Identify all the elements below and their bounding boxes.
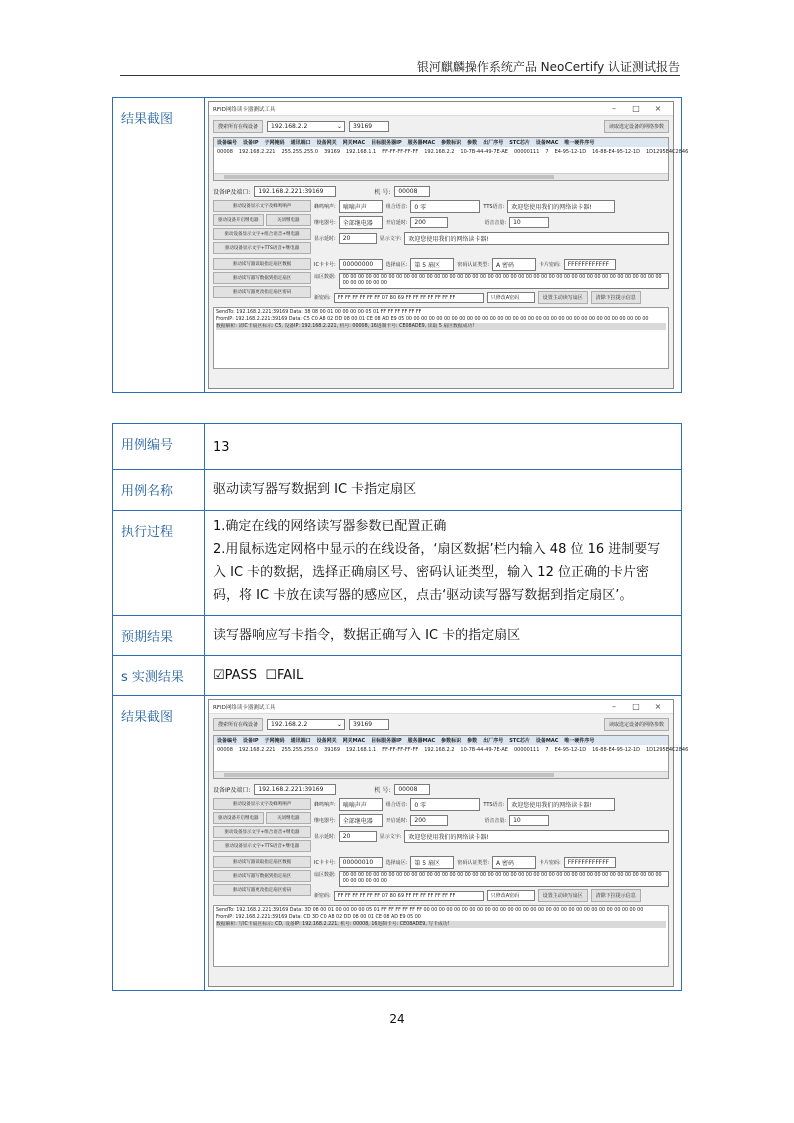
grid-column-header[interactable]: 设备IP bbox=[243, 738, 259, 744]
grid-column-header[interactable]: 参数标识 bbox=[441, 140, 462, 146]
command-buttons bbox=[213, 200, 311, 254]
procedure-label: 执行过程 bbox=[113, 511, 205, 616]
display-time-label: 显示延时: bbox=[314, 834, 336, 840]
minimize-icon[interactable]: – bbox=[612, 104, 616, 113]
grid-column-header[interactable]: 设备网关 bbox=[316, 738, 337, 744]
card-no-input[interactable]: 00000000 bbox=[339, 259, 383, 270]
chevron-down-icon: ⌄ bbox=[336, 721, 343, 728]
grid-column-header[interactable]: 目标服务器IP bbox=[371, 738, 402, 744]
open-relay-button[interactable]: 驱动设备开启继电器 bbox=[213, 214, 264, 226]
sector-data-input[interactable]: 00 00 00 00 00 00 00 00 00 00 00 00 00 00 00 00 00 00 00 00 00 00 00 00 00 00 00 00 00 00 00 00 00 00 00 00 00 00 00 00 00 00 00 00 00 00 00 00 bbox=[339, 871, 669, 887]
screenshot-cell-2 bbox=[205, 696, 689, 991]
machine-input[interactable]: 00008 bbox=[394, 186, 430, 197]
log-send-line: SendTo: 192.168.2.221:39169 Data: 38 08 00 01 00 00 00 00 05 01 FF FF FF FF FF FF bbox=[216, 310, 422, 315]
grid-column-header[interactable]: 子网掩码 bbox=[264, 738, 285, 744]
ip-combo[interactable]: 192.168.2.2 ⌄ bbox=[267, 121, 345, 132]
ip-port-input[interactable]: 192.168.2.221:39169 bbox=[254, 186, 336, 197]
relay-label: 继电器号: bbox=[314, 220, 336, 226]
card-pwd-input[interactable]: FFFFFFFFFFFF bbox=[564, 857, 616, 868]
change-password-button[interactable]: 驱动读写器更改指定扇区密码 bbox=[213, 286, 311, 298]
grid-column-header[interactable]: 设备编号 bbox=[217, 140, 238, 146]
grid-column-header[interactable]: 唯一硬件序号 bbox=[564, 738, 595, 744]
grid-cell: 10-7B-44-49-7E-AE bbox=[460, 149, 508, 155]
chevron-down-icon: ⌄ bbox=[336, 123, 343, 130]
voice-select[interactable]: 0 零 bbox=[410, 798, 480, 811]
grid-cell: 00000111 bbox=[513, 149, 540, 155]
procedure-step-1: 1.确定在线的网络读写器参数已配置正确 bbox=[213, 519, 447, 534]
read-params-button[interactable]: 读取选定设备的网络参数 bbox=[604, 120, 669, 133]
sector-select[interactable]: 第 5 扇区 bbox=[410, 258, 454, 271]
card-pwd-label: 卡片密码: bbox=[539, 262, 561, 268]
grid-cell: 00000111 bbox=[513, 747, 540, 753]
ic-buttons bbox=[213, 258, 311, 304]
close-relay-button[interactable]: 关闭继电器 bbox=[266, 214, 312, 226]
grid-cell: 192.168.1.1 bbox=[346, 747, 377, 753]
grid-column-header[interactable]: 子网掩码 bbox=[264, 140, 285, 146]
open-delay-label: 开启延时: bbox=[385, 818, 408, 824]
result-label: 结果截图 bbox=[113, 98, 205, 393]
clear-tip-button[interactable]: 清除下拉提示信息 bbox=[591, 889, 641, 902]
card-no-label: IC卡卡号: bbox=[314, 262, 336, 268]
display-beep-button[interactable]: 驱动设备显示文字及蜂鸣响声 bbox=[213, 200, 311, 212]
procedure-value bbox=[205, 511, 682, 616]
grid-cell: 7 bbox=[545, 149, 549, 155]
case-name-label: 用例名称 bbox=[113, 470, 205, 511]
grid-column-header[interactable]: 参数 bbox=[467, 738, 478, 744]
read-sector-button[interactable]: 驱动读写器读取指定扇区数据 bbox=[213, 258, 311, 270]
page-header: 银河麒麟操作系统产品 NeoCertify 认证测试报告 bbox=[416, 60, 680, 74]
display-text-label: 显示文字: bbox=[379, 834, 402, 840]
grid-cell: 7 bbox=[545, 747, 549, 753]
machine-label: 机 号: bbox=[374, 787, 391, 794]
open-delay-label: 开启延时: bbox=[385, 220, 408, 226]
display-beep-button[interactable]: 驱动设备显示文字及蜂鸣响声 bbox=[213, 798, 311, 810]
device-grid[interactable] bbox=[213, 137, 689, 181]
grid-column-header[interactable]: 设备MAC bbox=[535, 140, 559, 146]
actual-value bbox=[205, 656, 682, 696]
new-pwd-label: 新密码: bbox=[314, 295, 331, 301]
ip-port-label: 设备IP及端口: bbox=[213, 787, 251, 794]
active-read-button[interactable]: 设置主动读写扇区 bbox=[538, 291, 588, 304]
card-pwd-label: 卡片密码: bbox=[539, 860, 561, 866]
grid-column-header[interactable]: 出厂序号 bbox=[483, 140, 504, 146]
ip-port-input[interactable]: 192.168.2.221:39169 bbox=[254, 784, 336, 795]
card-no-input[interactable]: 00000010 bbox=[339, 857, 383, 868]
case-name-value: 驱动读写器写数据到 IC 卡指定扇区 bbox=[205, 470, 682, 511]
sector-select[interactable]: 第 5 扇区 bbox=[410, 856, 454, 869]
page-number: 24 bbox=[389, 1012, 405, 1026]
write-sector-button[interactable]: 驱动读写器写数据到指定扇区 bbox=[213, 870, 311, 882]
relay-label: 继电器号: bbox=[314, 818, 336, 824]
relay-select[interactable]: 全部继电器 bbox=[339, 814, 383, 827]
shot-label: 结果截图 bbox=[113, 696, 205, 991]
grid-column-header[interactable]: 通讯端口 bbox=[290, 738, 311, 744]
title-bar bbox=[209, 700, 673, 714]
grid-cell: E4-95-12-1D bbox=[554, 149, 587, 155]
grid-cell: 39169 bbox=[324, 747, 340, 753]
grid-cell: 192.168.2.2 bbox=[424, 747, 455, 753]
new-pwd-input[interactable]: FF FF FF FF FF FF 07 80 69 FF FF FF FF FF FF FF bbox=[334, 891, 484, 901]
tts-input[interactable]: 欢迎您使用我们的网络读卡器! bbox=[507, 200, 615, 213]
horizontal-scrollbar[interactable] bbox=[214, 771, 668, 778]
new-pwd-input[interactable]: FF FF FF FF FF FF 07 80 69 FF FF FF FF FF FF FF bbox=[334, 293, 484, 303]
command-buttons bbox=[213, 798, 311, 852]
grid-cell: 192.168.1.1 bbox=[346, 149, 377, 155]
display-time-label: 显示延时: bbox=[314, 236, 336, 242]
tts-label: TTS语音: bbox=[483, 204, 505, 210]
minimize-icon[interactable]: – bbox=[612, 702, 616, 711]
display-time-stepper[interactable]: 20 bbox=[339, 831, 377, 842]
data-label: 扇区数据: bbox=[314, 274, 336, 280]
volume-label: 语音音量: bbox=[484, 818, 507, 824]
auth-label: 密码认证类型: bbox=[457, 860, 490, 866]
actual-label: s 实测结果 bbox=[113, 656, 205, 696]
grid-column-header[interactable]: 服务器MAC bbox=[407, 738, 436, 744]
grid-column-header[interactable]: 设备MAC bbox=[535, 738, 559, 744]
grid-cell: 39169 bbox=[324, 149, 340, 155]
grid-column-header[interactable]: 网关MAC bbox=[342, 738, 366, 744]
log-send-line: SendTo: 192.168.2.221:39169 Data: 3D 08 00 01 00 00 00 00 05 01 FF FF FF FF FF FF 00 00 00 00 00 00 00 00 00 00 00 00 00 00 00 00 00 00 00 00 00 00 00 00 00 00 00 00 00 bbox=[216, 908, 644, 913]
grid-column-header[interactable]: STC芯片 bbox=[509, 140, 530, 146]
result-table-top bbox=[112, 97, 689, 393]
beep-select[interactable]: 嘀嘀声声 bbox=[339, 798, 383, 811]
grid-column-header[interactable]: 目标服务器IP bbox=[371, 140, 402, 146]
open-delay-stepper[interactable]: 200 bbox=[410, 815, 448, 826]
new-pwd-label: 新密码: bbox=[314, 893, 331, 899]
ip-combo[interactable]: 192.168.2.2 ⌄ bbox=[267, 719, 345, 730]
grid-cell: 255.255.255.0 bbox=[281, 149, 319, 155]
pass-checkbox: ☑PASS bbox=[213, 668, 258, 683]
app-window-1 bbox=[208, 101, 689, 389]
ic-buttons bbox=[213, 856, 311, 902]
close-relay-button[interactable]: 关闭继电器 bbox=[266, 812, 312, 824]
grid-cell: 00008 bbox=[217, 149, 233, 155]
log-from-line: FromIP: 192.168.2.221:39169 Data: C5 C0 A8 02 DD 08 00 01 CE 08 AD E9 05 00 00 00 00 00 00 00 00 00 00 00 00 00 00 00 00 00 00 00 00 00 00 00 00 00 00 00 00 00 00 00 00 bbox=[216, 317, 649, 322]
window-title: RFID网络读卡器测试工具 bbox=[213, 106, 276, 113]
auth-select[interactable]: A 密码 bbox=[492, 258, 536, 271]
grid-cell: FF-FF-FF-FF-FF bbox=[382, 747, 419, 753]
ip-port-label: 设备IP及端口: bbox=[213, 189, 251, 196]
grid-cell: 16-88-E4-95-12-1D bbox=[592, 149, 640, 155]
screenshot-cell bbox=[205, 98, 689, 393]
grid-column-header[interactable]: 设备IP bbox=[243, 140, 259, 146]
grid-column-header[interactable]: 网关MAC bbox=[342, 140, 366, 146]
write-sector-button[interactable]: 驱动读写器写数据到指定扇区 bbox=[213, 272, 311, 284]
voice-select[interactable]: 0 零 bbox=[410, 200, 480, 213]
machine-label: 机 号: bbox=[374, 189, 391, 196]
card-no-label: IC卡卡号: bbox=[314, 860, 336, 866]
change-password-button[interactable]: 驱动读写器更改指定扇区密码 bbox=[213, 884, 311, 896]
port-input[interactable]: 39169 bbox=[349, 121, 389, 132]
volume-stepper[interactable]: 10 bbox=[509, 815, 549, 826]
case-id-label: 用例编号 bbox=[113, 424, 205, 470]
grid-cell: 255.255.255.0 bbox=[281, 747, 319, 753]
grid-column-header[interactable]: 通讯端口 bbox=[290, 140, 311, 146]
beep-label: 蜂鸣响声: bbox=[314, 204, 336, 210]
display-voice-relay-button[interactable]: 驱动设备显示文字+组合语音+继电器 bbox=[213, 826, 311, 838]
display-time-stepper[interactable]: 20 bbox=[339, 233, 377, 244]
grid-column-header[interactable]: 设备编号 bbox=[217, 738, 238, 744]
clear-tip-button[interactable]: 清除下拉提示信息 bbox=[591, 291, 641, 304]
auth-select[interactable]: A 密码 bbox=[492, 856, 536, 869]
port-input[interactable]: 39169 bbox=[349, 719, 389, 730]
title-bar bbox=[209, 102, 673, 116]
relay-select[interactable]: 全部继电器 bbox=[339, 216, 383, 229]
log-box[interactable] bbox=[213, 905, 669, 967]
grid-column-header[interactable]: 服务器MAC bbox=[407, 140, 436, 146]
sector-data-input[interactable]: 00 00 00 00 00 00 00 00 00 00 00 00 00 00 00 00 00 00 00 00 00 00 00 00 00 00 00 00 00 00 00 00 00 00 00 00 00 00 00 00 00 00 00 00 00 00 00 00 bbox=[339, 273, 669, 289]
grid-cell: 10-7B-44-49-7E-AE bbox=[460, 747, 508, 753]
display-text-input[interactable]: 欢迎您使用我们的网络读卡器! bbox=[404, 830, 669, 843]
tts-input[interactable]: 欢迎您使用我们的网络读卡器! bbox=[507, 798, 615, 811]
horizontal-scrollbar[interactable] bbox=[214, 173, 668, 180]
expected-value: 读写器响应写卡指令，数据正确写入 IC 卡的指定扇区 bbox=[205, 616, 682, 656]
display-tts-relay-button[interactable]: 驱动设备显示文字+TTS语音+继电器 bbox=[213, 840, 311, 852]
grid-column-header[interactable]: 参数 bbox=[467, 140, 478, 146]
case-table bbox=[112, 423, 689, 991]
grid-cell: E4-95-12-1D bbox=[554, 747, 587, 753]
device-grid[interactable] bbox=[213, 735, 689, 779]
open-relay-button[interactable]: 驱动设备开启继电器 bbox=[213, 812, 264, 824]
log-parse-line: 数据解析: 写IC卡扇区标示: CD, 设备IP: 192.168.2.221, 机号: 00008, 16进制卡号: CE08ADE9, 写卡成功! bbox=[216, 921, 666, 928]
log-box[interactable] bbox=[213, 307, 669, 369]
expected-label: 预期结果 bbox=[113, 616, 205, 656]
grid-cell: FF-FF-FF-FF-FF bbox=[382, 149, 419, 155]
app-window-2 bbox=[208, 699, 689, 987]
beep-select[interactable]: 嘀嘀声声 bbox=[339, 200, 383, 213]
search-devices-button[interactable]: 搜索所有在线设备 bbox=[213, 718, 263, 731]
display-voice-relay-button[interactable]: 驱动设备显示文字+组合语音+继电器 bbox=[213, 228, 311, 240]
open-delay-stepper[interactable]: 200 bbox=[410, 217, 448, 228]
beep-label: 蜂鸣响声: bbox=[314, 802, 336, 808]
grid-column-header[interactable]: 设备网关 bbox=[316, 140, 337, 146]
close-icon[interactable]: × bbox=[654, 702, 662, 711]
log-from-line: FromIP: 192.168.2.221:39169 Data: CD 3D C0 A8 02 DD 08 00 01 CE 08 AD E9 05 00 bbox=[216, 915, 421, 920]
voice-label: 组合语音: bbox=[385, 802, 408, 808]
voice-label: 组合语音: bbox=[385, 204, 408, 210]
window-title: RFID网络读卡器测试工具 bbox=[213, 704, 276, 711]
grid-cell: 1D1295E4C2846 bbox=[645, 747, 689, 753]
read-params-button[interactable]: 读取选定设备的网络参数 bbox=[604, 718, 669, 731]
modify-pwd-select[interactable]: 只修改A密码 bbox=[487, 890, 535, 901]
read-sector-button[interactable]: 驱动读写器读取指定扇区数据 bbox=[213, 856, 311, 868]
case-id-value: 13 bbox=[205, 424, 682, 470]
grid-cell: 192.168.2.2 bbox=[424, 149, 455, 155]
grid-cell: 16-88-E4-95-12-1D bbox=[592, 747, 640, 753]
grid-column-header[interactable]: STC芯片 bbox=[509, 738, 530, 744]
header-rule bbox=[120, 75, 680, 76]
search-devices-button[interactable]: 搜索所有在线设备 bbox=[213, 120, 263, 133]
sector-label: 选择扇区: bbox=[385, 860, 408, 866]
tts-label: TTS语音: bbox=[483, 802, 505, 808]
grid-cell: 192.168.2.221 bbox=[238, 149, 276, 155]
grid-cell: 192.168.2.221 bbox=[238, 747, 276, 753]
fail-checkbox: ☐FAIL bbox=[265, 668, 304, 683]
sector-label: 选择扇区: bbox=[385, 262, 408, 268]
grid-cell: 00008 bbox=[217, 747, 233, 753]
display-text-label: 显示文字: bbox=[379, 236, 402, 242]
volume-label: 语音音量: bbox=[484, 220, 507, 226]
auth-label: 密码认证类型: bbox=[457, 262, 490, 268]
grid-header bbox=[214, 736, 668, 745]
maximize-icon[interactable]: □ bbox=[632, 104, 640, 113]
active-read-button[interactable]: 设置主动读写扇区 bbox=[538, 889, 588, 902]
grid-cell: 1D1295E4C2846 bbox=[645, 149, 689, 155]
table-row[interactable] bbox=[214, 745, 689, 755]
maximize-icon[interactable]: □ bbox=[632, 702, 640, 711]
display-text-input[interactable]: 欢迎您使用我们的网络读卡器! bbox=[404, 232, 669, 245]
modify-pwd-select[interactable]: 只修改A密码 bbox=[487, 292, 535, 303]
machine-input[interactable]: 00008 bbox=[394, 784, 430, 795]
data-label: 扇区数据: bbox=[314, 872, 336, 878]
grid-column-header[interactable]: 参数标识 bbox=[441, 738, 462, 744]
grid-column-header[interactable]: 唯一硬件序号 bbox=[564, 140, 595, 146]
close-icon[interactable]: × bbox=[654, 104, 662, 113]
table-row[interactable] bbox=[214, 147, 689, 157]
card-pwd-input[interactable]: FFFFFFFFFFFF bbox=[564, 259, 616, 270]
procedure-step-2: 2.用鼠标选定网格中显示的在线设备，‘扇区数据’栏内输入 48 位 16 进制要写入 IC 卡的数据，选择正确扇区号、密码认证类型，输入 12 位正确的卡片密码，将 IC 卡放在读写器的感应区，点击‘驱动读写器写数据到指定扇区’。 bbox=[213, 542, 661, 603]
grid-header bbox=[214, 138, 668, 147]
log-parse-line: 数据解析: 读IC卡扇区标示: C5, 设备IP: 192.168.2.221, 机号: 00008, 16进制卡号: CE08ADE9, 读取 5 扇区数据成功! bbox=[216, 323, 666, 330]
volume-stepper[interactable]: 10 bbox=[509, 217, 549, 228]
display-tts-relay-button[interactable]: 驱动设备显示文字+TTS语音+继电器 bbox=[213, 242, 311, 254]
grid-column-header[interactable]: 出厂序号 bbox=[483, 738, 504, 744]
